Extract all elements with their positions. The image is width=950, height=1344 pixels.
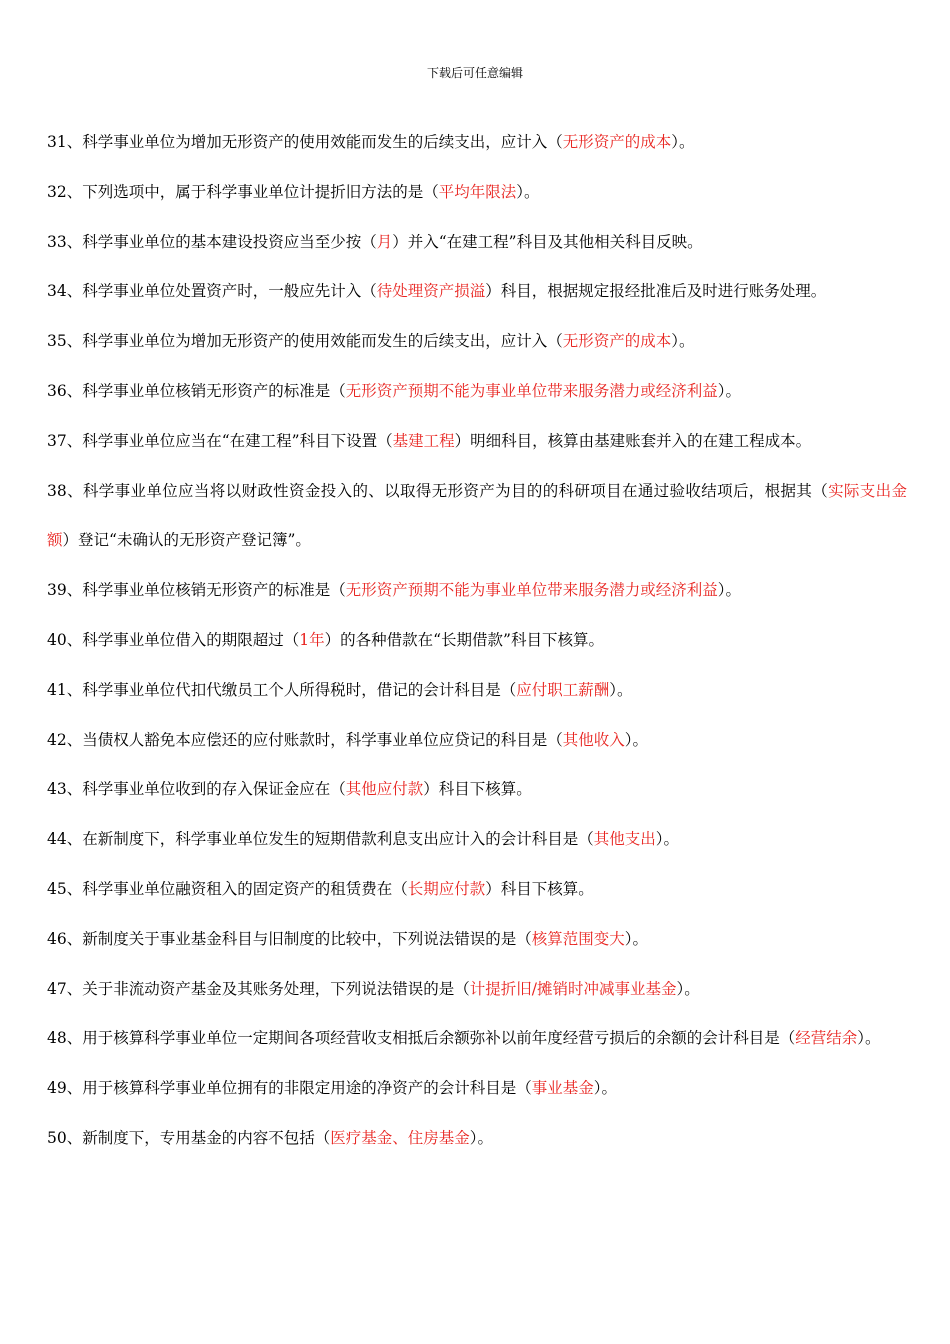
- answer-text: 无形资产预期不能为事业单位带来服务潜力或经济利益: [345, 581, 718, 600]
- question-text: 31、科学事业单位为增加无形资产的使用效能而发生的后续支出，应计入（: [47, 133, 563, 151]
- question-text-end: ）的各种借款在“长期借款”科目下核算。: [324, 630, 604, 649]
- question-text: 36、科学事业单位核销无形资产的标准是（: [47, 381, 346, 400]
- question-33: [47, 218, 907, 268]
- question-text: 43、科学事业单位收到的存入保证金应在（: [47, 780, 346, 799]
- answer-text: 待处理资产损溢: [376, 282, 486, 301]
- question-39: [47, 566, 907, 616]
- question-text: 40、科学事业单位借入的期限超过（: [47, 630, 300, 649]
- answer-text: 其他收入: [562, 730, 625, 749]
- answer-text: 月: [376, 232, 393, 251]
- question-text-end: ）。: [516, 182, 540, 201]
- answer-text: 其他应付款: [345, 780, 424, 799]
- question-45: [47, 865, 907, 915]
- page-header: 下载后可任意编辑: [426, 66, 523, 80]
- answer-text: 1年: [299, 630, 325, 649]
- question-text-end: ）。: [671, 133, 695, 151]
- question-text-end: ）。: [655, 830, 680, 849]
- question-text: 45、科学事业单位融资租入的固定资产的租赁费在（: [47, 879, 408, 898]
- question-text-end: ）。: [857, 1029, 881, 1048]
- question-text-end: ）。: [671, 332, 695, 351]
- answer-text: 基建工程: [392, 431, 455, 450]
- question-47: [47, 965, 907, 1015]
- question-42: [47, 716, 907, 766]
- answer-text: 无形资产的成本: [562, 133, 672, 151]
- question-31: [47, 118, 907, 168]
- question-text-end: ）。: [609, 680, 633, 699]
- question-text: 46、新制度关于事业基金科目与旧制度的比较中，下列说法错误的是（: [47, 929, 532, 948]
- question-32: [47, 168, 907, 218]
- question-text-end: ）。: [717, 581, 742, 600]
- question-text-end: ）。: [624, 929, 649, 948]
- answer-text: 无形资产预期不能为事业单位带来服务潜力或经济利益: [345, 381, 718, 400]
- question-text-end: ）科目，根据规定报经批准后及时进行账务处理。: [485, 282, 827, 301]
- question-44: [47, 815, 907, 865]
- question-text-end: ）。: [624, 730, 649, 749]
- question-41: [47, 666, 907, 716]
- answer-text: 医疗基金、住房基金: [330, 1128, 470, 1147]
- question-49: [47, 1064, 907, 1114]
- question-46: [47, 915, 907, 965]
- question-list: [47, 118, 907, 1164]
- answer-text: 实际支出金额: [47, 481, 907, 550]
- answer-text: 其他支出: [593, 830, 656, 849]
- question-34: [47, 267, 907, 317]
- question-text: 50、新制度下，专用基金的内容不包括（: [47, 1128, 331, 1147]
- question-35: [47, 317, 907, 367]
- question-text-end: ）明细科目，核算由基建账套并入的在建工程成本。: [454, 431, 812, 450]
- question-text-end: ）并入“在建工程”科目及其他相关科目反映。: [392, 232, 703, 251]
- answer-text: 平均年限法: [438, 182, 517, 201]
- question-text-end: ）。: [593, 1079, 618, 1098]
- answer-text: 经营结余: [795, 1029, 858, 1048]
- question-text-end: ）科目下核算。: [423, 780, 532, 799]
- question-text: 42、当债权人豁免本应偿还的应付账款时，科学事业单位应贷记的科目是（: [47, 730, 563, 749]
- question-text: 38、科学事业单位应当将以财政性资金投入的、以取得无形资产为目的的科研项目在通过验收结项后，根据其（: [47, 481, 829, 500]
- question-text: 35、科学事业单位为增加无形资产的使用效能而发生的后续支出，应计入（: [47, 332, 563, 351]
- question-text-end: ）登记“未确认的无形资产登记簿”。: [62, 531, 311, 550]
- question-text-end: ）。: [469, 1128, 494, 1147]
- question-36: [47, 367, 907, 417]
- question-text: 49、用于核算科学事业单位拥有的非限定用途的净资产的会计科目是（: [47, 1079, 532, 1098]
- answer-text: 事业基金: [531, 1079, 594, 1098]
- question-text: 47、关于非流动资产基金及其账务处理，下列说法错误的是（: [47, 979, 470, 998]
- question-text: 32、下列选项中，属于科学事业单位计提折旧方法的是（: [47, 182, 439, 201]
- question-text-end: ）。: [676, 979, 700, 998]
- answer-text: 无形资产的成本: [562, 332, 672, 351]
- question-text: 33、科学事业单位的基本建设投资应当至少按（: [47, 232, 377, 251]
- question-text: 48、用于核算科学事业单位一定期间各项经营收支相抵后余额弥补以前年度经营亏损后的余额的会计科目是（: [47, 1029, 796, 1048]
- question-48: [47, 1014, 907, 1064]
- question-40: [47, 616, 907, 666]
- question-50: [47, 1114, 907, 1164]
- answer-text: 长期应付款: [407, 879, 486, 898]
- question-text: 41、科学事业单位代扣代缴员工个人所得税时，借记的会计科目是（: [47, 680, 517, 699]
- question-text: 37、科学事业单位应当在“在建工程”科目下设置（: [47, 431, 393, 450]
- answer-text: 核算范围变大: [531, 929, 625, 948]
- question-38: [47, 467, 907, 567]
- question-text: 34、科学事业单位处置资产时，一般应先计入（: [47, 282, 377, 301]
- question-37: [47, 417, 907, 467]
- question-text: 39、科学事业单位核销无形资产的标准是（: [47, 581, 346, 600]
- question-text: 44、在新制度下，科学事业单位发生的短期借款利息支出应计入的会计科目是（: [47, 830, 594, 849]
- question-43: [47, 765, 907, 815]
- answer-text: 计提折旧/摊销时冲减事业基金: [469, 979, 677, 998]
- question-text-end: ）。: [717, 381, 742, 400]
- question-text-end: ）科目下核算。: [485, 879, 594, 898]
- answer-text: 应付职工薪酬: [516, 680, 610, 699]
